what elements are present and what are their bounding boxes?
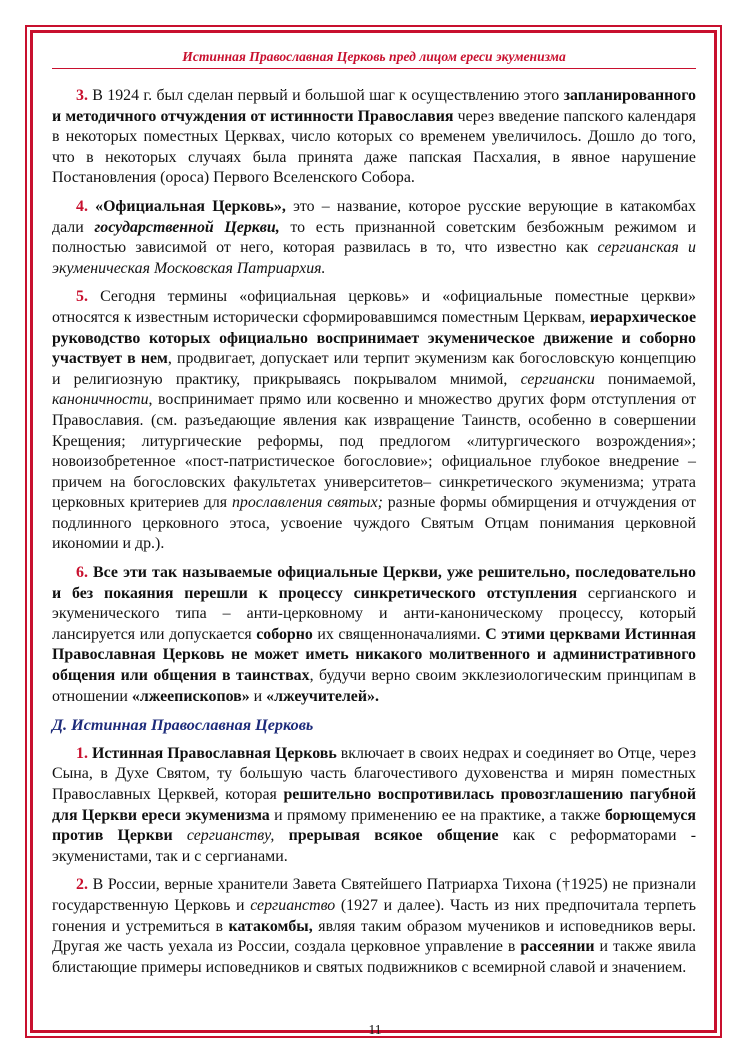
section-heading: Д. Истинная Православная Церковь (52, 716, 314, 735)
header-rule (52, 68, 696, 69)
text: понимаемой, (594, 370, 696, 388)
text: , воспринимает прямо или косвенно и множество других форм отступления от Православия. (см. разъедающие явления как извращение Таинств, особенно в совершении Крещения; литургические реформы, под предлогом «литургического возрождения»; новоизобретенное «пост-патристическое богословие»; официальное глубокое внедрение –причем на богословских факультетах университетов– синкретического экуменизма; утрата церковных критериев для (52, 391, 696, 512)
bold-text: Все эти так называемые официальные Церкви, уже решительно, последовательно и без покаяния перешли к процессу синкретического отступления (52, 564, 696, 602)
italic-text: сергиански (520, 370, 595, 388)
text: включает в своих недрах и соединяет во Отце, через Сына, в Духе Святом, ту большую часть благочестивого духовенства и мирян поместных Православных Церквей, которая (52, 744, 696, 803)
paragraph-number: 2. (76, 876, 88, 894)
bold-text: «Официальная Церковь», (87, 197, 286, 215)
text: , продвигает, допускает или терпит экуменизм как богословскую концепцию и религиозную практику, прикрываясь покрывалом мнимой, (52, 350, 696, 388)
italic-text: сергианская и экуменическая Московская Патриархия. (52, 239, 697, 277)
text: В 1924 г. был сделан первый и большой шаг к осуществлению этого (87, 87, 564, 104)
text: Сегодня термины «официальная церковь» и «официальные поместные церкви» относятся к известным исторически сформировавшимся поместным Церквам, (52, 288, 696, 326)
paragraph-number: 5. (76, 288, 88, 306)
bold-text: катакомбы, (228, 917, 313, 935)
text: то есть признанной советским безбожным режимом и полностью зависимой от него, которая развилась в то, что известно как (52, 218, 696, 257)
bold-text: С этими церквами Истинная Православная Церковь не может иметь никакого молитвенного и административного общения или общения в таинствах (52, 625, 697, 685)
text: через введение папского календаря в некоторых поместных Церквах, число которых со временем увеличилось. Дошло до того, что в некоторых случаях была принята даже папская Пасхалия, в явное нарушение Постановления (ороса) Первого Вселенского Собора. (52, 107, 696, 187)
paragraph-number: 4. (76, 197, 88, 215)
bold-text: соборно (256, 625, 313, 643)
paragraph-5 (52, 287, 696, 555)
page-number: 11 (368, 1022, 382, 1037)
text: и (249, 687, 267, 705)
paragraph-number: 1. (76, 744, 88, 762)
section-paragraph-1 (52, 744, 696, 868)
italic-text: сергианство (250, 896, 336, 914)
bold-text: иерархическое руководство которых официально воспринимает экуменическое движение и соборно участвует в нем (52, 308, 696, 368)
bold-text: борющемуся против Церкви (52, 806, 696, 845)
text: и также явила блистающие примеры исповедников и святых подвижников с всемирной славой и значением. (52, 938, 696, 976)
text: и прямому применению ее на практике, а также (269, 806, 605, 824)
paragraph-3 (52, 86, 696, 189)
text: разные формы обмирщения и отчуждения от подлинного церковного этоса, усвоение чуждого Святым Отцам понимания церковной икономии и др.). (52, 494, 697, 553)
text: В России, верные хранители Завета Святейшего Патриарха Тихона (†1925) не признали государственную Церковь и (52, 876, 696, 914)
bold-italic-text: государственной Церкви, (94, 218, 280, 236)
text: как с реформаторами - экуменистами, так и с сергианами. (52, 827, 696, 865)
text: (1927 и далее). Часть из них предпочитала терпеть гонения и устремиться в (52, 896, 696, 935)
section-paragraph-2 (52, 875, 696, 978)
italic-text: прославления святых; (231, 494, 383, 512)
italic-text: каноничности (52, 391, 149, 409)
running-header: Истинная Православная Церковь пред лицом ереси экуменизма (182, 49, 566, 64)
text: являя таким образом мучеников и исповедников веры. Другая же часть уехала из России, создала церковное управление в (52, 917, 696, 956)
paragraph-number: 3. (76, 87, 88, 104)
page-body (52, 86, 696, 986)
text: , будучи верно своим экклезиологическим принципам в отношении (52, 667, 696, 705)
paragraph-number: 6. (76, 564, 88, 582)
text: сергианского и экуменического типа – анти-церковному и анти-каноническому процессу, который лансируется или допускается (52, 584, 696, 643)
bold-text: рассеянии (520, 938, 595, 956)
bold-text: «лжеепископов» (131, 687, 250, 705)
text: их священноначалиями. (312, 625, 486, 643)
bold-text: «лжеучителей». (266, 687, 379, 705)
bold-text: решительно воспротивилась провозглашению пагубной для Церкви ереси экуменизма (52, 786, 697, 824)
bold-text: запланированного и методичного отчуждения от истинности Православия (52, 87, 696, 125)
bold-text: Истинная Православная Церковь (87, 744, 337, 762)
italic-text: сергианству, (172, 827, 275, 845)
paragraph-4 (52, 197, 696, 279)
text: это – название, которое русские верующие в катакомбах дали (52, 197, 696, 236)
paragraph-6 (52, 563, 696, 707)
bold-text: прерывая всякое общение (274, 827, 499, 845)
